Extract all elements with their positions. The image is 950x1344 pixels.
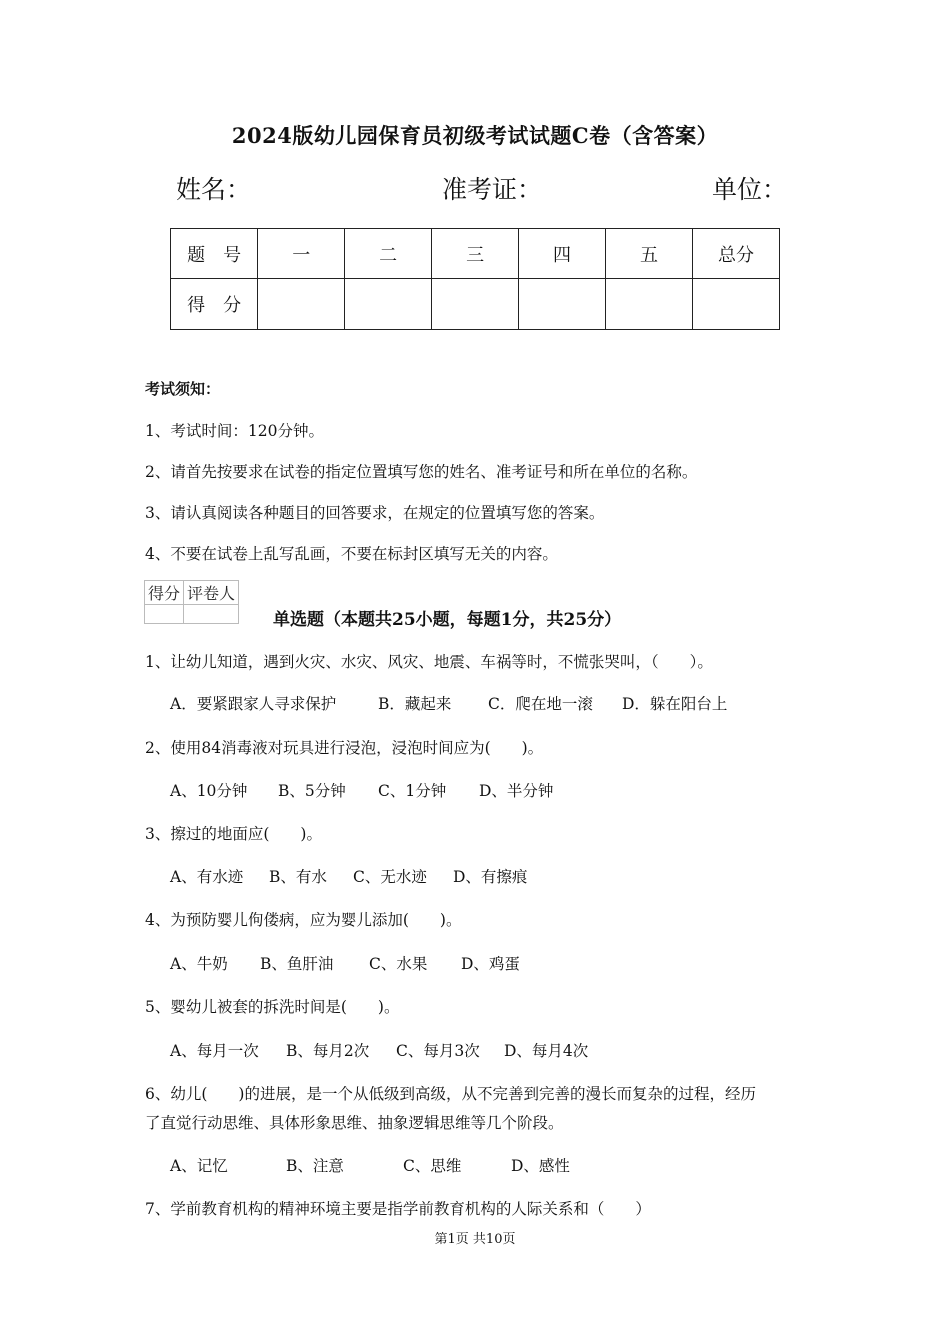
section-title: 单选题（本题共25小题，每题1分，共25分）: [273, 610, 622, 630]
option: A、记忆: [170, 1157, 228, 1175]
question-options: [170, 865, 527, 887]
question-text: 3、擦过的地面应( )。: [145, 825, 322, 843]
option: D、感性: [511, 1157, 570, 1175]
question-text: 1、让幼儿知道，遇到火灾、水灾、风灾、地震、车祸等时，不慌张哭叫，（ ）。: [145, 653, 713, 671]
option: A、10分钟: [170, 782, 248, 800]
notice-item: 3、请认真阅读各种题目的回答要求，在规定的位置填写您的答案。: [145, 504, 605, 522]
header-cell-2: 二: [345, 229, 432, 279]
grader-name-cell: [184, 605, 239, 624]
question-options: [170, 1039, 588, 1061]
question-text: 2、使用84消毒液对玩具进行浸泡，浸泡时间应为( )。: [145, 739, 544, 757]
option: D、半分钟: [479, 782, 554, 800]
score-table: [170, 228, 780, 330]
option: A、每月一次: [170, 1042, 259, 1060]
option: B、注意: [286, 1157, 344, 1175]
question-text-continued: 了直觉行动思维、具体形象思维、抽象逻辑思维等几个阶段。: [145, 1114, 564, 1132]
option: D、鸡蛋: [461, 955, 520, 973]
score-cell: [606, 279, 693, 330]
score-row-label: 得 分: [171, 279, 258, 330]
grader-score-label: 得分: [145, 581, 184, 605]
option: C、每月3次: [396, 1042, 480, 1060]
page-footer: 第1页 共10页: [434, 1232, 516, 1247]
score-cell: [519, 279, 606, 330]
question-options: [170, 952, 520, 974]
option: B．藏起来: [378, 695, 452, 713]
option: B、有水: [269, 868, 327, 886]
option: D．躲在阳台上: [622, 695, 728, 713]
grader-table: [144, 580, 239, 624]
notice-item: 2、请首先按要求在试卷的指定位置填写您的姓名、准考证号和所在单位的名称。: [145, 463, 698, 481]
header-cell-1: 一: [258, 229, 345, 279]
header-cell-number: 题 号: [171, 229, 258, 279]
option: B、鱼肝油: [260, 955, 334, 973]
option: C、无水迹: [353, 868, 427, 886]
question-text: 5、婴幼儿被套的拆洗时间是( )。: [145, 998, 400, 1016]
score-cell: [432, 279, 519, 330]
option: B、每月2次: [286, 1042, 370, 1060]
notice-item: 4、不要在试卷上乱写乱画，不要在标封区填写无关的内容。: [145, 545, 558, 563]
exam-number-field-label: 准考证：: [442, 175, 543, 204]
option: D、每月4次: [504, 1042, 589, 1060]
notice-item: 1、考试时间：120分钟。: [145, 422, 324, 440]
option: C．爬在地一滚: [488, 695, 593, 713]
score-cell: [345, 279, 432, 330]
header-cell-5: 五: [606, 229, 693, 279]
grader-score-cell: [145, 605, 184, 624]
unit-field-label: 单位：: [712, 175, 788, 204]
score-table-header-row: [171, 229, 780, 279]
name-field-label: 姓名：: [176, 175, 252, 204]
question-text: 6、幼儿( )的进展，是一个从低级到高级，从不完善到完善的漫长而复杂的过程，经历: [145, 1085, 756, 1103]
question-text: 4、为预防婴儿佝偻病，应为婴儿添加( )。: [145, 911, 462, 929]
notice-title: 考试须知：: [145, 380, 221, 398]
option: D、有擦痕: [453, 868, 528, 886]
header-cell-4: 四: [519, 229, 606, 279]
question-text: 7、学前教育机构的精神环境主要是指学前教育机构的人际关系和（ ）: [145, 1200, 651, 1218]
option: C、1分钟: [378, 782, 447, 800]
option: C、水果: [369, 955, 428, 973]
question-options: [170, 692, 727, 714]
grader-label: 评卷人: [184, 581, 239, 605]
option: A、牛奶: [170, 955, 228, 973]
score-table-score-row: [171, 279, 780, 330]
score-cell: [692, 279, 779, 330]
question-options: [170, 779, 553, 801]
option: B、5分钟: [278, 782, 346, 800]
option: C、思维: [403, 1157, 462, 1175]
question-options: [170, 1154, 570, 1176]
option: A、有水迹: [170, 868, 244, 886]
option: A．要紧跟家人寻求保护: [170, 695, 337, 713]
page-title: 2024版幼儿园保育员初级考试试题C卷（含答案）: [231, 123, 719, 148]
header-cell-3: 三: [432, 229, 519, 279]
score-cell: [258, 279, 345, 330]
header-cell-total: 总分: [692, 229, 779, 279]
